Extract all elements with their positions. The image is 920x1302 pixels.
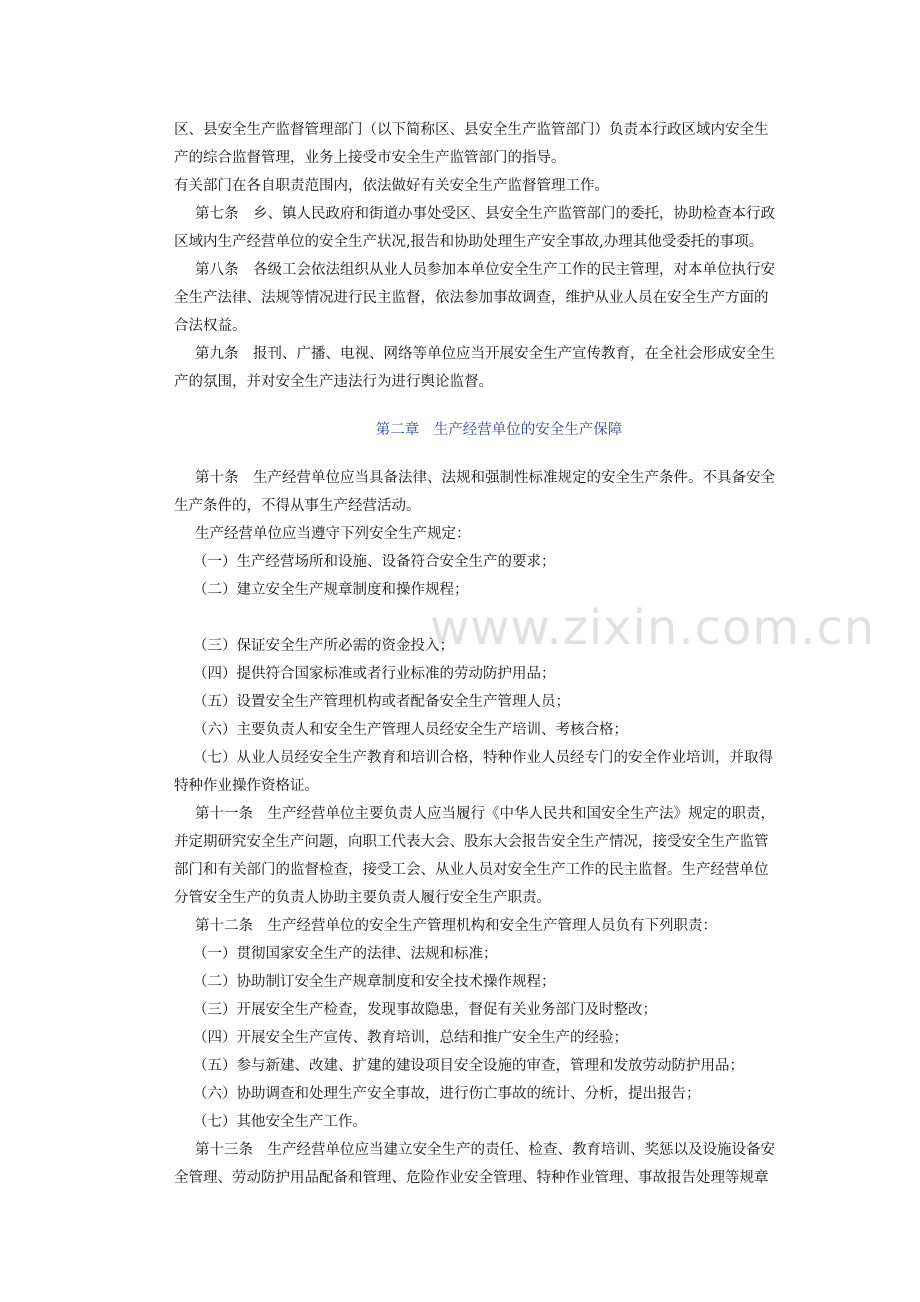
article-9-line: 第九条 报刊、广播、电视、网络等单位应当开展安全生产宣传教育，在全社会形成安全生 <box>195 346 775 362</box>
list-item: （七）从业人员经安全生产教育和培训合格，特种作业人员经专门的安全作业培训，并取得 <box>193 750 773 766</box>
text-line: 全生产法律、法规等情况进行民主监督，依法参加事故调查，维护从业人员在安全生产方面的 <box>174 290 769 306</box>
text-line: 生产经营单位应当遵守下列安全生产规定： <box>195 526 471 542</box>
list-item: （二）建立安全生产规章制度和操作规程； <box>193 582 469 598</box>
article-13-line: 第十三条 生产经营单位应当建立安全生产的责任、检查、教育培训、奖惩以及设施设备安 <box>195 1142 775 1158</box>
text-line: 产的综合监督管理，业务上接受市安全生产监管部门的指导。 <box>174 150 566 166</box>
chapter-heading: 第二章 生产经营单位的安全生产保障 <box>375 422 623 438</box>
text-line: 合法权益。 <box>174 318 247 334</box>
list-item: （一）生产经营场所和设施、设备符合安全生产的要求； <box>193 554 556 570</box>
article-8-line: 第八条 各级工会依法组织从业人员参加本单位安全生产工作的民主管理，对本单位执行安 <box>195 262 775 278</box>
list-item: （四）开展安全生产宣传、教育培训，总结和推广安全生产的经验； <box>193 1030 628 1046</box>
text-line: 区域内生产经营单位的安全生产状况,报告和协助处理生产安全事故,办理其他受委托的事项。 <box>174 234 764 250</box>
text-line: 有关部门在各自职责范围内，依法做好有关安全生产监督管理工作。 <box>174 178 609 194</box>
list-item: （四）提供符合国家标准或者行业标准的劳动防护用品； <box>193 666 556 682</box>
list-item: （二）协助制订安全生产规章制度和安全技术操作规程； <box>193 974 556 990</box>
list-item: （五）参与新建、改建、扩建的建设项目安全设施的审查，管理和发放劳动防护用品； <box>193 1058 744 1074</box>
list-item: （六）协助调查和处理生产安全事故，进行伤亡事故的统计、分析，提出报告； <box>193 1086 701 1102</box>
watermark: www.zixin.com.cn <box>430 600 876 656</box>
list-item: （六）主要负责人和安全生产管理人员经安全生产培训、考核合格； <box>193 722 628 738</box>
text-line: 全管理、劳动防护用品配备和管理、危险作业安全管理、特种作业管理、事故报告处理等规章 <box>174 1170 769 1186</box>
text-line: 部门和有关部门的监督检查，接受工会、从业人员对安全生产工作的民主监督。生产经营单位 <box>174 862 769 878</box>
text-line: 并定期研究安全生产问题，向职工代表大会、股东大会报告安全生产情况，接受安全生产监管 <box>174 834 769 850</box>
text-line: 生产条件的，不得从事生产经营活动。 <box>174 498 421 514</box>
document-body <box>174 116 806 1192</box>
list-item: （七）其他安全生产工作。 <box>193 1114 367 1130</box>
list-item: （三）保证安全生产所必需的资金投入； <box>193 638 454 654</box>
blank-line <box>174 604 806 632</box>
text-line: 分管安全生产的负责人协助主要负责人履行安全生产职责。 <box>174 890 551 906</box>
article-7-line: 第七条 乡、镇人民政府和街道办事处受区、县安全生产监管部门的委托，协助检查本行政 <box>195 206 775 222</box>
article-10-line: 第十条 生产经营单位应当具备法律、法规和强制性标准规定的安全生产条件。不具备安全 <box>195 470 775 486</box>
article-11-line: 第十一条 生产经营单位主要负责人应当履行《中华人民共和国安全生产法》规定的职责， <box>195 806 775 822</box>
list-item: （五）设置安全生产管理机构或者配备安全生产管理人员； <box>193 694 570 710</box>
list-item: （三）开展安全生产检查，发现事故隐患，督促有关业务部门及时整改； <box>193 1002 657 1018</box>
text-line: 产的氛围，并对安全生产违法行为进行舆论监督。 <box>174 374 493 390</box>
text-line: 特种作业操作资格证。 <box>174 778 319 794</box>
text-line: 区、县安全生产监督管理部门（以下简称区、县安全生产监管部门）负责本行政区域内安全生 <box>174 122 769 138</box>
list-item: （一）贯彻国家安全生产的法律、法规和标准； <box>193 946 498 962</box>
article-12-line: 第十二条 生产经营单位的安全生产管理机构和安全生产管理人员负有下列职责： <box>195 918 717 934</box>
